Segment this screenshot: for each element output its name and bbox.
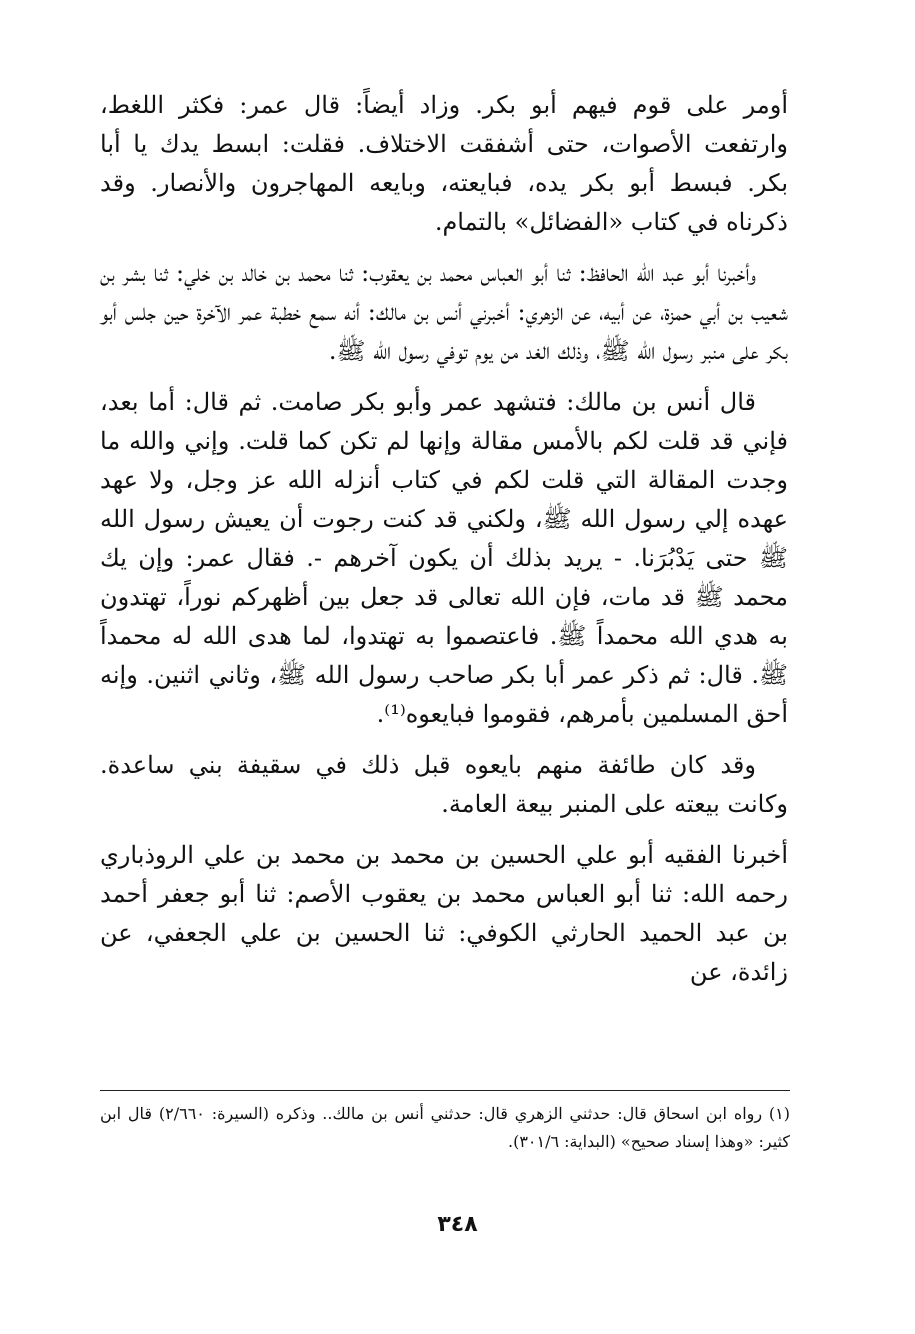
- page-number: ٣٤٨: [437, 1212, 478, 1237]
- paragraph-5: أخبرنا الفقيه أبو علي الحسين بن محمد بن محمد بن علي الروذباري رحمه الله: ثنا أبو العباس محمد بن يعقوب الأصم: ثنا أبو جعفر أحمد بن عبد الحميد الحارثي الكوفي: ثنا الحسين بن علي الجعفي، عن زائدة، عن: [100, 841, 788, 986]
- footnote-divider: [100, 1090, 790, 1091]
- paragraph-2: وأخبرنا أبو عبد الله الحافظ: ثنا أبو العباس محمد بن يعقوب: ثنا محمد بن خالد بن خلي: ثنا بشر بن شعيب بن أبي حمزة، عن أبيه، عن الزهري: أخبرني أنس بن مالك: أنه سمع خطبة عمر الآخرة حين جلس أبو بكر على منبر رسول الله ﷺ، وذلك الغد من يوم توفي رسول الله ﷺ.: [100, 259, 788, 365]
- main-text: [100, 86, 788, 1004]
- footnote: (١) رواه ابن اسحاق قال: حدثني الزهري قال: حدثني أنس بن مالك.. وذكره (السيرة: ٢/٦٦٠) قال ابن كثير: «وهذا إسناد صحيح» (البداية: ٣٠١/٦).: [100, 1104, 791, 1151]
- paragraph-3: قال أنس بن مالك: فتشهد عمر وأبو بكر صامت. ثم قال: أما بعد، فإني قد قلت لكم بالأمس مقالة وإنها لم تكن كما قلت. وإني والله ما وجدت المقالة التي قلت لكم في كتاب أنزله الله عز وجل، ولا عهد عهده إلي رسول الله ﷺ، ولكني قد كنت رجوت أن يعيش رسول الله ﷺ حتى يَدْبُرَنا. - يريد بذلك أن يكون آخرهم -. فقال عمر: وإن يك محمد ﷺ قد مات، فإن الله تعالى قد جعل بين أظهركم نوراً، تهتدون به هدي الله محمداً ﷺ. فاعتصموا به تهتدوا، لما هدى الله له محمداً ﷺ. قال: ثم ذكر عمر أبا بكر صاحب رسول الله ﷺ، وثاني اثنين. وإنه أحق المسلمين بأمرهم، فقوموا فبايعوه⁽¹⁾.: [100, 388, 788, 728]
- paragraph-1: أومر على قوم فيهم أبو بكر. وزاد أيضاً: قال عمر: فكثر اللغط، وارتفعت الأصوات، حتى أشفقت الاختلاف. فقلت: ابسط يدك يا أبا بكر. فبسط أبو بكر يده، فبايعته، وبايعه المهاجرون والأنصار. وقد ذكرناه في كتاب «الفضائل» بالتمام.: [100, 91, 789, 236]
- paragraph-4: وقد كان طائفة منهم بايعوه قبل ذلك في سقيفة بني ساعدة. وكانت بيعته على المنبر بيعة العامة.: [100, 751, 788, 818]
